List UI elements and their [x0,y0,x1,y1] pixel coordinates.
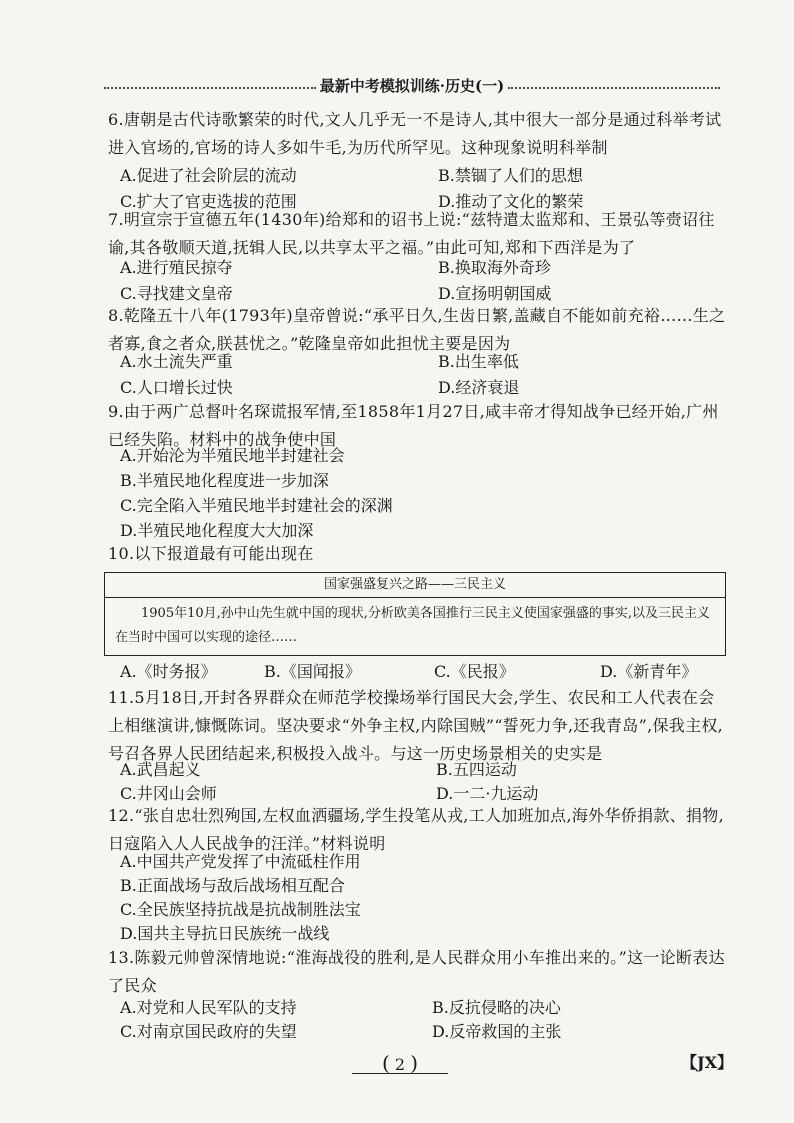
option-d: D.一二·九运动 [436,784,539,803]
option-d: D.半殖民地化程度大大加深 [120,521,314,540]
option-a: A.水土流失严重 [120,352,233,371]
option-d: D.《新青年》 [600,662,698,681]
page-number-value: 2 [394,1055,406,1074]
question-stem: 9.由于两广总督叶名琛谎报军情,至1858年1月27日,咸丰帝才得知战争已经开始,广州已经失陷。材料中的战争使中国 [108,402,719,449]
option-c: C.寻找建文皇帝 [120,284,233,303]
left-paren: ( [382,1051,390,1075]
question-stem: 13.陈毅元帅曾深情地说:“淮海战役的胜利,是人民群众用小车推出来的。”这一论断表达了民众 [108,948,725,995]
option-a: A.进行殖民掠夺 [120,258,233,277]
question-10 [108,540,730,568]
option-b: B.出生率低 [438,352,519,371]
page-number-underline [352,1073,448,1074]
question-stem: 8.乾隆五十八年(1793年)皇帝曾说:“承平日久,生齿日繁,盖藏自不能如前充裕……生之者寡,食之者众,朕甚忧之。”乾隆皇帝如此担忧主要是因为 [108,306,726,353]
option-b: B.正面战场与敌后战场相互配合 [120,876,345,895]
news-report-title: 国家强盛复兴之路——三民主义 [105,573,725,598]
option-a: A.对党和人民军队的支持 [120,998,297,1017]
option-d: D.反帝救国的主张 [432,1022,562,1041]
option-b: B.《国闻报》 [264,662,361,681]
page-header [104,72,720,98]
option-a: A.中国共产党发挥了中流砥柱作用 [120,852,361,871]
page-number [352,1050,448,1076]
option-c: C.对南京国民政府的失望 [120,1022,297,1041]
option-d: D.推动了文化的繁荣 [438,192,584,211]
option-c: C.人口增长过快 [120,378,233,397]
question-stem: 12.“张自忠壮烈殉国,左权血洒疆场,学生投笔从戎,工人加班加点,海外华侨捐款、捐物,日寇陷入人人民战争的汪洋。”材料说明 [108,806,724,853]
option-c: C.完全陷入半殖民地半封建社会的深渊 [120,496,393,515]
option-d: D.国共主导抗日民族统一战线 [120,924,330,943]
question-13 [108,944,730,1000]
option-c: C.全民族坚持抗战是抗战制胜法宝 [120,900,361,919]
option-b: B.半殖民地化程度进一步加深 [120,471,329,490]
option-c: C.《民报》 [434,662,515,681]
question-stem: 10.以下报道最有可能出现在 [108,544,314,563]
option-b: B.反抗侵略的决心 [432,998,561,1017]
edition-code: 【JX】 [681,1053,733,1072]
option-b: B.换取海外奇珍 [438,258,551,277]
option-c: C.井冈山会师 [120,784,217,803]
question-stem: 11.5月18日,开封各界群众在师范学校操场举行国民大会,学生、农民和工人代表在会上相继演讲,慷慨陈词。坚决要求“外争主权,内除国贼”“誓死力争,还我青岛”,保我主权,号召各界人民团结起来,积极投入战斗。与这一历史场景相关的史实是 [108,688,724,763]
question-stem: 6.唐朝是古代诗歌繁荣的时代,文人几乎无一不是诗人,其中很大一部分是通过科举考试进入官场的,官场的诗人多如牛毛,为历代所罕见。这种现象说明科举制 [108,110,722,157]
option-a: A.开始沦为半殖民地半封建社会 [120,446,345,465]
question-11 [108,684,730,768]
news-report-box [104,572,726,656]
right-paren: ) [410,1051,418,1075]
option-a: A.武昌起义 [120,760,201,779]
news-report-text: 1905年10月,孙中山先生就中国的现状,分析欧美各国推行三民主义使国家强盛的事实,以及三民主义在当时中国可以实现的途径…… [115,606,711,645]
option-a: A.《时务报》 [120,662,217,681]
option-d: D.经济衰退 [438,378,520,397]
option-b: B.禁锢了人们的思想 [438,166,583,185]
option-d: D.宣扬明朝国威 [438,284,552,303]
header-dotted-line-right [508,87,720,89]
option-a: A.促进了社会阶层的流动 [120,166,297,185]
header-title: 最新中考模拟训练·历史(一) [319,76,505,95]
header-dotted-line-left [104,87,316,89]
option-b: B.五四运动 [436,760,517,779]
option-c: C.扩大了官吏选拔的范围 [120,192,297,211]
question-stem: 7.明宣宗于宣德五年(1430年)给郑和的诏书上说:“兹特遣太监郑和、王景弘等赍诏往谕,其各敬顺天道,抚辑人民,以共享太平之福。”由此可知,郑和下西洋是为了 [108,210,715,257]
question-6 [108,106,730,162]
